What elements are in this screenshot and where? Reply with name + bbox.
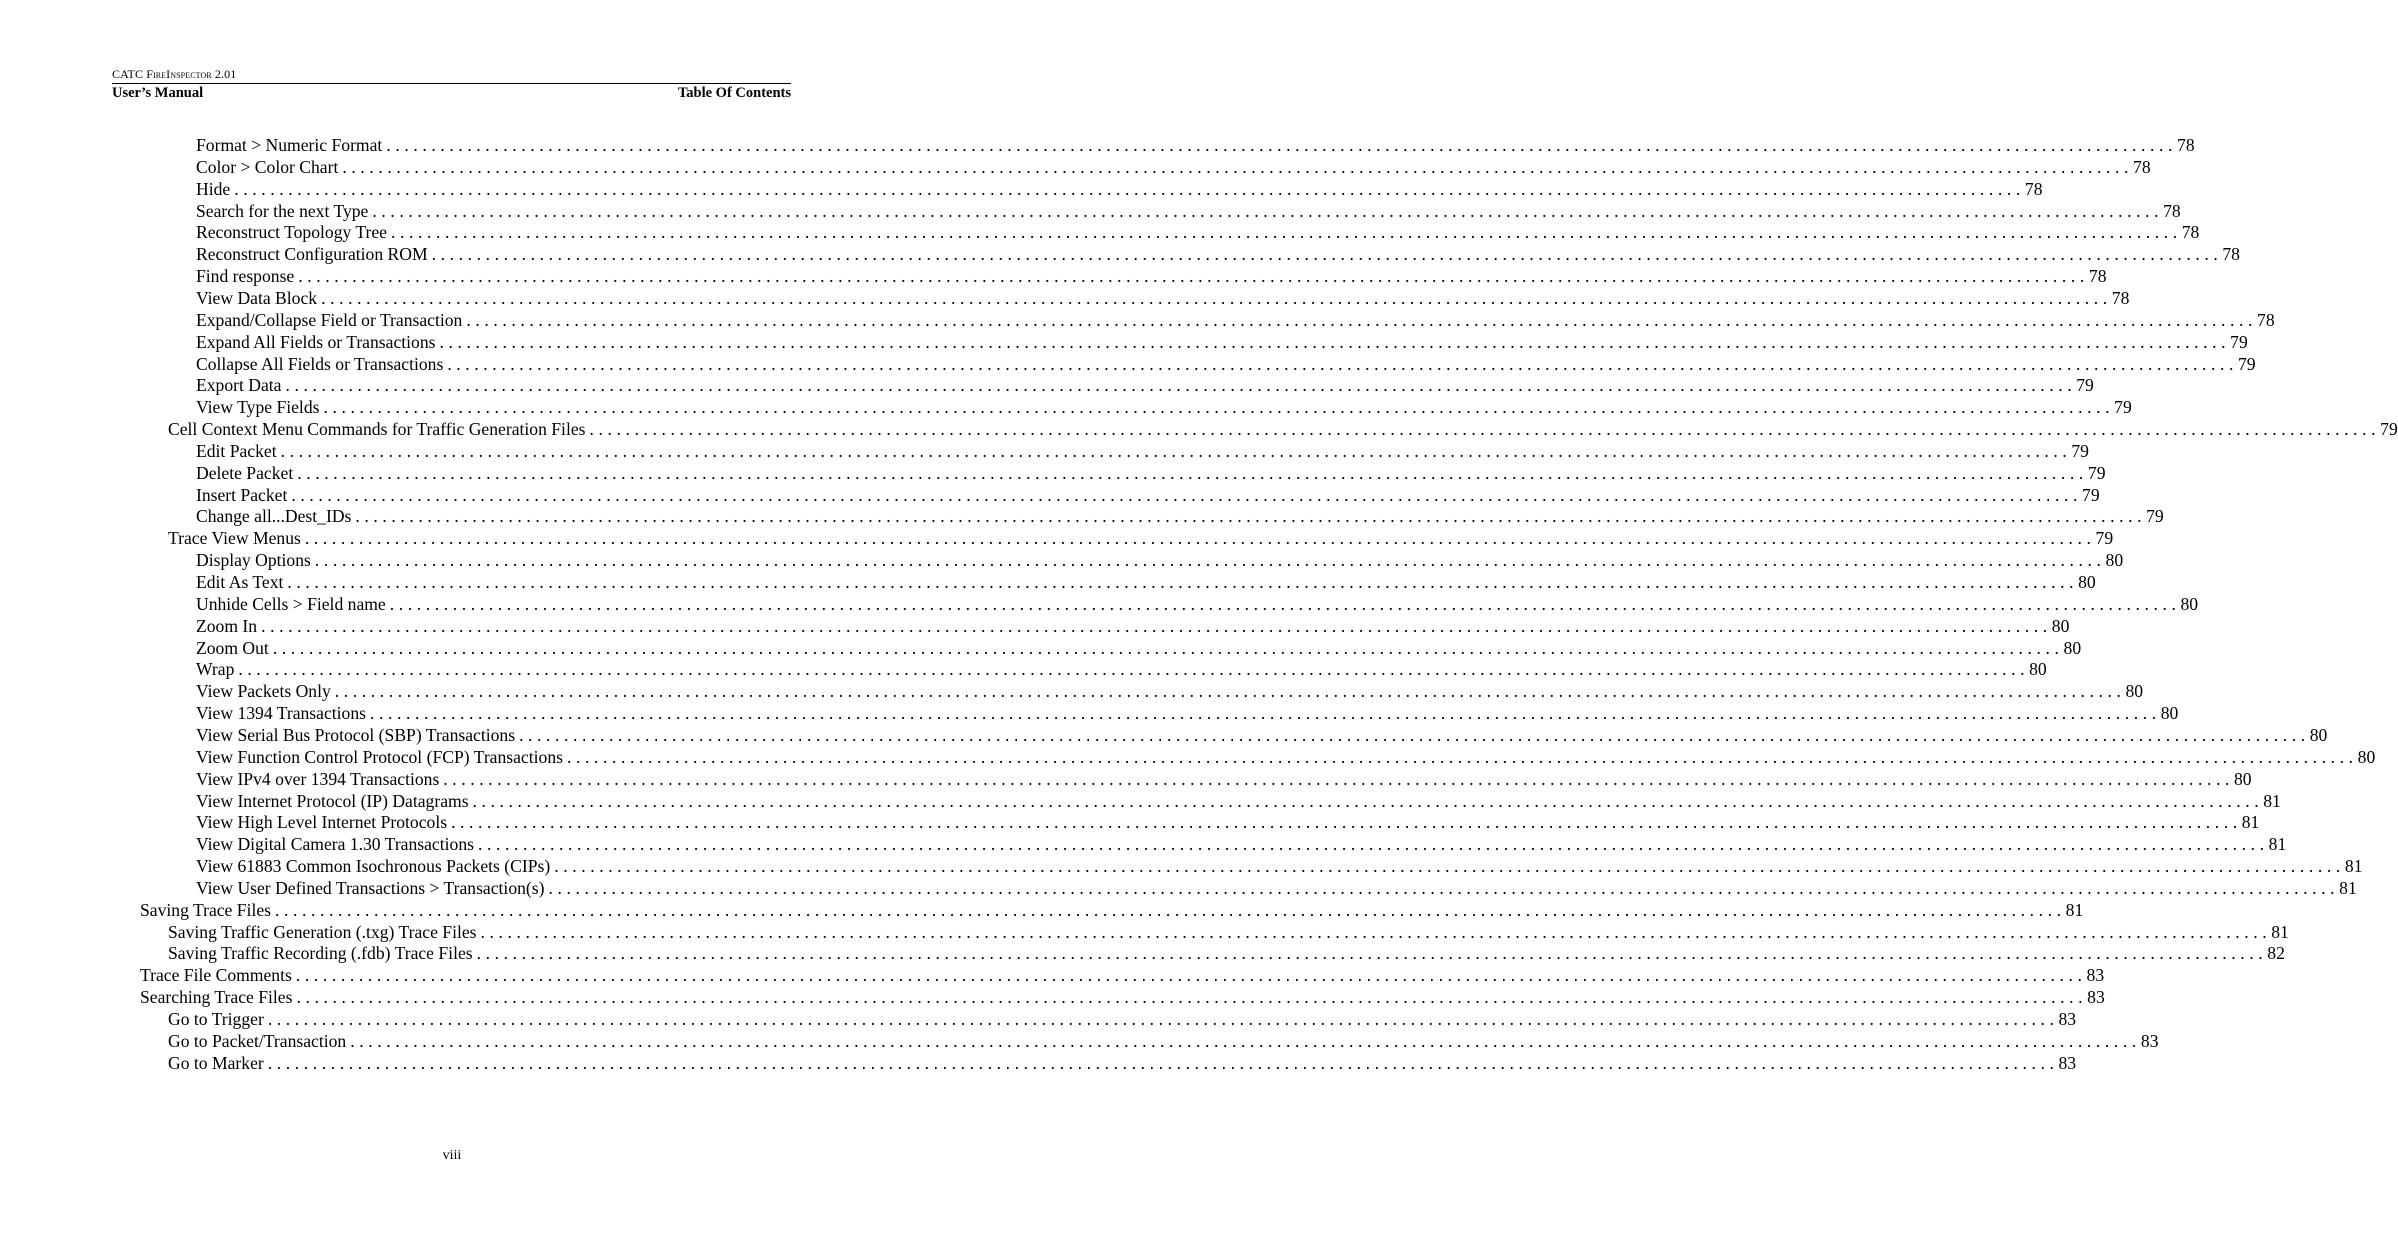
dot-leader: ....................................................................................................................................................................................................... [285,375,2077,396]
toc-entry[interactable] [196,659,2047,681]
dot-leader: ....................................................................................................................................................................................................... [386,135,2178,155]
toc-entry-title: Change all...Dest_IDs [196,506,352,527]
dot-leader: ....................................................................................................................................................................................................... [554,856,2345,877]
dot-leader: ....................................................................................................................................................................................................... [334,681,2126,702]
dot-leader: ....................................................................................................................................................................................................... [431,244,2223,265]
dot-leader: ....................................................................................................................................................................................................... [267,1009,2059,1029]
toc-entry-page: 82 [2267,943,2285,964]
dot-leader: ....................................................................................................................................................................................................... [314,550,2106,571]
toc-entry[interactable] [196,135,2195,157]
toc-entry-page: 81 [2268,834,2287,855]
toc-entry-page: 81 [2344,856,2363,877]
toc-entry-title: View Internet Protocol (IP) Datagrams [196,790,469,811]
dot-leader: ....................................................................................................................................................................................................... [355,506,2147,527]
toc-entry-page: 80 [2309,724,2328,745]
toc-entry[interactable] [196,484,2100,507]
toc-entry[interactable] [168,943,2285,965]
toc-entry-page: 83 [2087,987,2105,1008]
page-number: viii [442,1148,462,1163]
dot-leader: ....................................................................................................................................................................................................... [298,266,2089,287]
dot-leader: ....................................................................................................................................................................................................... [589,419,2381,440]
toc-entry[interactable] [196,572,2096,594]
toc-entry[interactable] [196,178,2043,201]
dot-leader: ....................................................................................................................................................................................................... [280,440,2072,461]
dot-leader: ....................................................................................................................................................................................................... [480,921,2272,942]
toc-entry-title: Saving Traffic Generation (.txg) Trace Files [168,921,477,942]
page-header [112,66,791,102]
toc-entry[interactable] [196,266,2107,288]
toc-entry-page: 78 [2111,287,2130,308]
toc-entry-page: 79 [2114,397,2132,418]
toc-entry-title: Color > Color Chart [196,156,339,177]
dot-leader: ....................................................................................................................................................................................................... [297,462,2088,483]
toc-entry[interactable] [196,681,2144,703]
toc-entry[interactable] [196,462,2106,485]
toc-entry-page: 80 [2233,768,2252,789]
toc-entry[interactable] [196,746,2376,769]
toc-entry[interactable] [196,287,2130,310]
toc-entry-title: Go to Packet/Transaction [168,1030,347,1051]
toc-entry-title: View 1394 Transactions [196,703,366,724]
toc-entry[interactable] [196,724,2328,747]
toc-entry-title: Edit Packet [196,440,277,461]
toc-entry-title: Find response [196,266,295,287]
toc-entry-page: 83 [2058,1009,2077,1029]
toc-entry-page: 79 [2238,353,2256,374]
dot-leader: ....................................................................................................................................................................................................... [272,637,2064,658]
header-titles [112,84,791,102]
dot-leader: ....................................................................................................................................................................................................... [350,1030,2141,1051]
toc-entry-title: View Serial Bus Protocol (SBP) Transactions [196,724,516,745]
toc-entry-page: 80 [2105,550,2124,571]
toc-entry-page: 78 [2088,266,2107,287]
toc-entry-title: View Type Fields [196,397,320,418]
toc-entry-page: 79 [2230,331,2248,352]
toc-entry[interactable] [196,222,2200,244]
toc-entry-page: 79 [2146,506,2164,527]
toc-entry[interactable] [196,331,2248,354]
dot-leader: ....................................................................................................................................................................................................... [566,746,2358,767]
toc-entry[interactable] [140,899,2084,922]
toc-entry[interactable] [196,200,2181,223]
toc-entry-page: 83 [2086,965,2105,986]
toc-entry-title: Saving Traffic Recording (.fdb) Trace Files [168,943,473,964]
toc-entry-page: 83 [2058,1052,2077,1073]
toc-entry-title: Collapse All Fields or Transactions [196,353,444,374]
toc-entry[interactable] [196,768,2252,791]
toc-entry-title: View IPv4 over 1394 Transactions [196,768,440,789]
dot-leader: ....................................................................................................................................................................................................... [443,768,2234,789]
dot-leader: ....................................................................................................................................................................................................... [323,397,2115,418]
toc-entry[interactable] [196,812,2260,834]
toc-entry[interactable] [196,309,2275,332]
dot-leader: ....................................................................................................................................................................................................... [472,790,2264,811]
dot-leader: ....................................................................................................................................................................................................... [477,834,2269,855]
toc-entry-title: Trace View Menus [168,528,301,549]
toc-entry[interactable] [196,703,2179,725]
toc-entry[interactable] [168,1030,2159,1053]
toc-entry-page: 80 [2078,572,2096,592]
toc-entry[interactable] [196,877,2357,900]
toc-entry[interactable] [196,790,2281,813]
toc-entry-page: 80 [2160,703,2179,724]
toc-entry-page: 81 [2065,899,2084,920]
toc-entry-page: 78 [2133,156,2151,177]
product-name [112,66,791,82]
toc-entry-page: 83 [2140,1030,2159,1051]
toc-entry-page: 79 [2076,375,2094,396]
toc-entry[interactable] [196,550,2124,572]
toc-entry-page: 78 [2257,309,2275,330]
toc-entry[interactable] [196,353,2256,376]
toc-entry-page: 80 [2051,615,2070,636]
toc-entry-page: 80 [2063,637,2082,658]
toc-entry[interactable] [196,440,2089,463]
dot-leader: ....................................................................................................................................................................................................... [291,484,2083,505]
toc-entry[interactable] [168,419,2398,441]
toc-entry-title: View Data Block [196,287,318,308]
toc-entry-page: 81 [2271,921,2289,942]
toc-entry-title: Cell Context Menu Commands for Traffic Generation Files [168,419,586,440]
toc-entry-title: Export Data [196,375,282,396]
toc-entry-page: 81 [2339,877,2357,898]
toc-entry[interactable] [196,244,2240,266]
toc-entry[interactable] [196,506,2164,528]
toc-entry-title: Trace File Comments [140,965,292,986]
dot-leader: ....................................................................................................................................................................................................... [296,987,2088,1008]
toc-entry-page: 80 [2125,681,2144,702]
toc-entry-page: 78 [2222,244,2240,265]
toc-entry-title: Insert Packet [196,484,288,505]
toc-entry-page: 79 [2071,440,2089,461]
dot-leader: ....................................................................................................................................................................................................... [342,156,2134,177]
toc-entry-title: Reconstruct Configuration ROM [196,244,428,265]
toc-entry-page: 80 [2029,659,2047,680]
toc-entry[interactable] [196,856,2363,878]
toc-entry-title: Go to Marker [168,1052,264,1073]
toc-entry-title: Go to Trigger [168,1009,264,1029]
toc-entry-page: 78 [2163,200,2181,221]
toc-entry[interactable] [168,1009,2077,1031]
toc-entry-title: Unhide Cells > Field name [196,593,386,614]
product-smallcaps: FireInspector [146,67,212,81]
toc-entry-title: View 61883 Common Isochronous Packets (CIPs) [196,856,551,877]
toc-entry-title: View Digital Camera 1.30 Transactions [196,834,474,855]
toc-entry-page: 79 [2380,419,2398,440]
dot-leader: ....................................................................................................................................................................................................... [372,200,2164,221]
toc-entry[interactable] [140,965,2105,987]
dot-leader: ....................................................................................................................................................................................................... [321,287,2112,308]
toc-entry-title: Edit As Text [196,572,284,592]
toc-entry-page: 80 [2357,746,2376,767]
toc-entry-title: Delete Packet [196,462,294,483]
toc-entry-title: Reconstruct Topology Tree [196,222,387,243]
toc-entry[interactable] [196,156,2151,179]
toc-entry-page: 80 [2180,593,2199,614]
toc-entry-page: 79 [2095,528,2114,549]
toc-entry-title: Saving Trace Files [140,899,271,920]
toc-entry-title: Expand All Fields or Transactions [196,331,436,352]
toc-entry-title: Zoom Out [196,637,269,658]
toc-entry[interactable] [196,397,2132,419]
dot-leader: ....................................................................................................................................................................................................... [389,593,2181,614]
dot-leader: ....................................................................................................................................................................................................... [295,965,2087,986]
dot-leader: ....................................................................................................................................................................................................... [370,703,2161,724]
toc-entry-title: Format > Numeric Format [196,135,383,155]
dot-leader: ....................................................................................................................................................................................................... [234,178,2025,199]
dot-leader: ....................................................................................................................................................................................................... [391,222,2182,243]
toc-entry-title: Zoom In [196,615,258,636]
toc-entry-title: View Function Control Protocol (FCP) Transactions [196,746,563,767]
toc-entry[interactable] [196,834,2287,856]
toc-entry-page: 79 [2082,484,2100,505]
toc-entry[interactable] [168,921,2289,944]
dot-leader: ....................................................................................................................................................................................................... [548,877,2340,898]
toc-entry-page: 78 [2181,222,2200,243]
dot-leader: ....................................................................................................................................................................................................... [447,353,2238,374]
toc-entry[interactable] [196,615,2070,638]
dot-leader: ....................................................................................................................................................................................................... [287,572,2079,592]
toc-entry-page: 78 [2024,178,2043,199]
toc-entry-title: Hide [196,178,231,199]
dot-leader: ....................................................................................................................................................................................................... [476,943,2268,964]
toc-entry-title: View Packets Only [196,681,331,702]
product-prefix: CATC [112,67,147,81]
toc-entry-title: View User Defined Transactions > Transaction(s) [196,877,545,898]
toc-entry[interactable] [196,375,2094,397]
toc-entry-title: Display Options [196,550,311,571]
toc-entry-page: 78 [2177,135,2195,155]
dot-leader: ....................................................................................................................................................................................................... [238,659,2030,680]
toc-entry[interactable] [168,528,2114,550]
toc-entry[interactable] [196,637,2082,660]
dot-leader: ....................................................................................................................................................................................................... [519,724,2310,745]
toc-entry-page: 81 [2241,812,2260,833]
dot-leader: ....................................................................................................................................................................................................... [304,528,2096,549]
dot-leader: ....................................................................................................................................................................................................... [466,309,2258,330]
dot-leader: ....................................................................................................................................................................................................... [274,899,2066,920]
toc-entry[interactable] [168,1052,2077,1075]
dot-leader: ....................................................................................................................................................................................................... [267,1052,2059,1073]
manual-title: User’s Manual [112,85,204,101]
dot-leader: ....................................................................................................................................................................................................... [261,615,2052,636]
toc-entry-title: View High Level Internet Protocols [196,812,448,833]
section-title: Table Of Contents [677,85,791,101]
toc-entry-page: 81 [2263,790,2281,811]
toc-entry-page: 79 [2087,462,2106,483]
toc-entry-title: Search for the next Type [196,200,369,221]
toc-entry-title: Searching Trace Files [140,987,293,1008]
product-version: 2.01 [211,67,237,81]
dot-leader: ....................................................................................................................................................................................................... [451,812,2242,833]
toc-entry-title: Expand/Collapse Field or Transaction [196,309,463,330]
toc-entry[interactable] [140,987,2105,1009]
toc-entry[interactable] [196,593,2199,616]
dot-leader: ....................................................................................................................................................................................................... [439,331,2231,352]
toc-entry-title: Wrap [196,659,235,680]
